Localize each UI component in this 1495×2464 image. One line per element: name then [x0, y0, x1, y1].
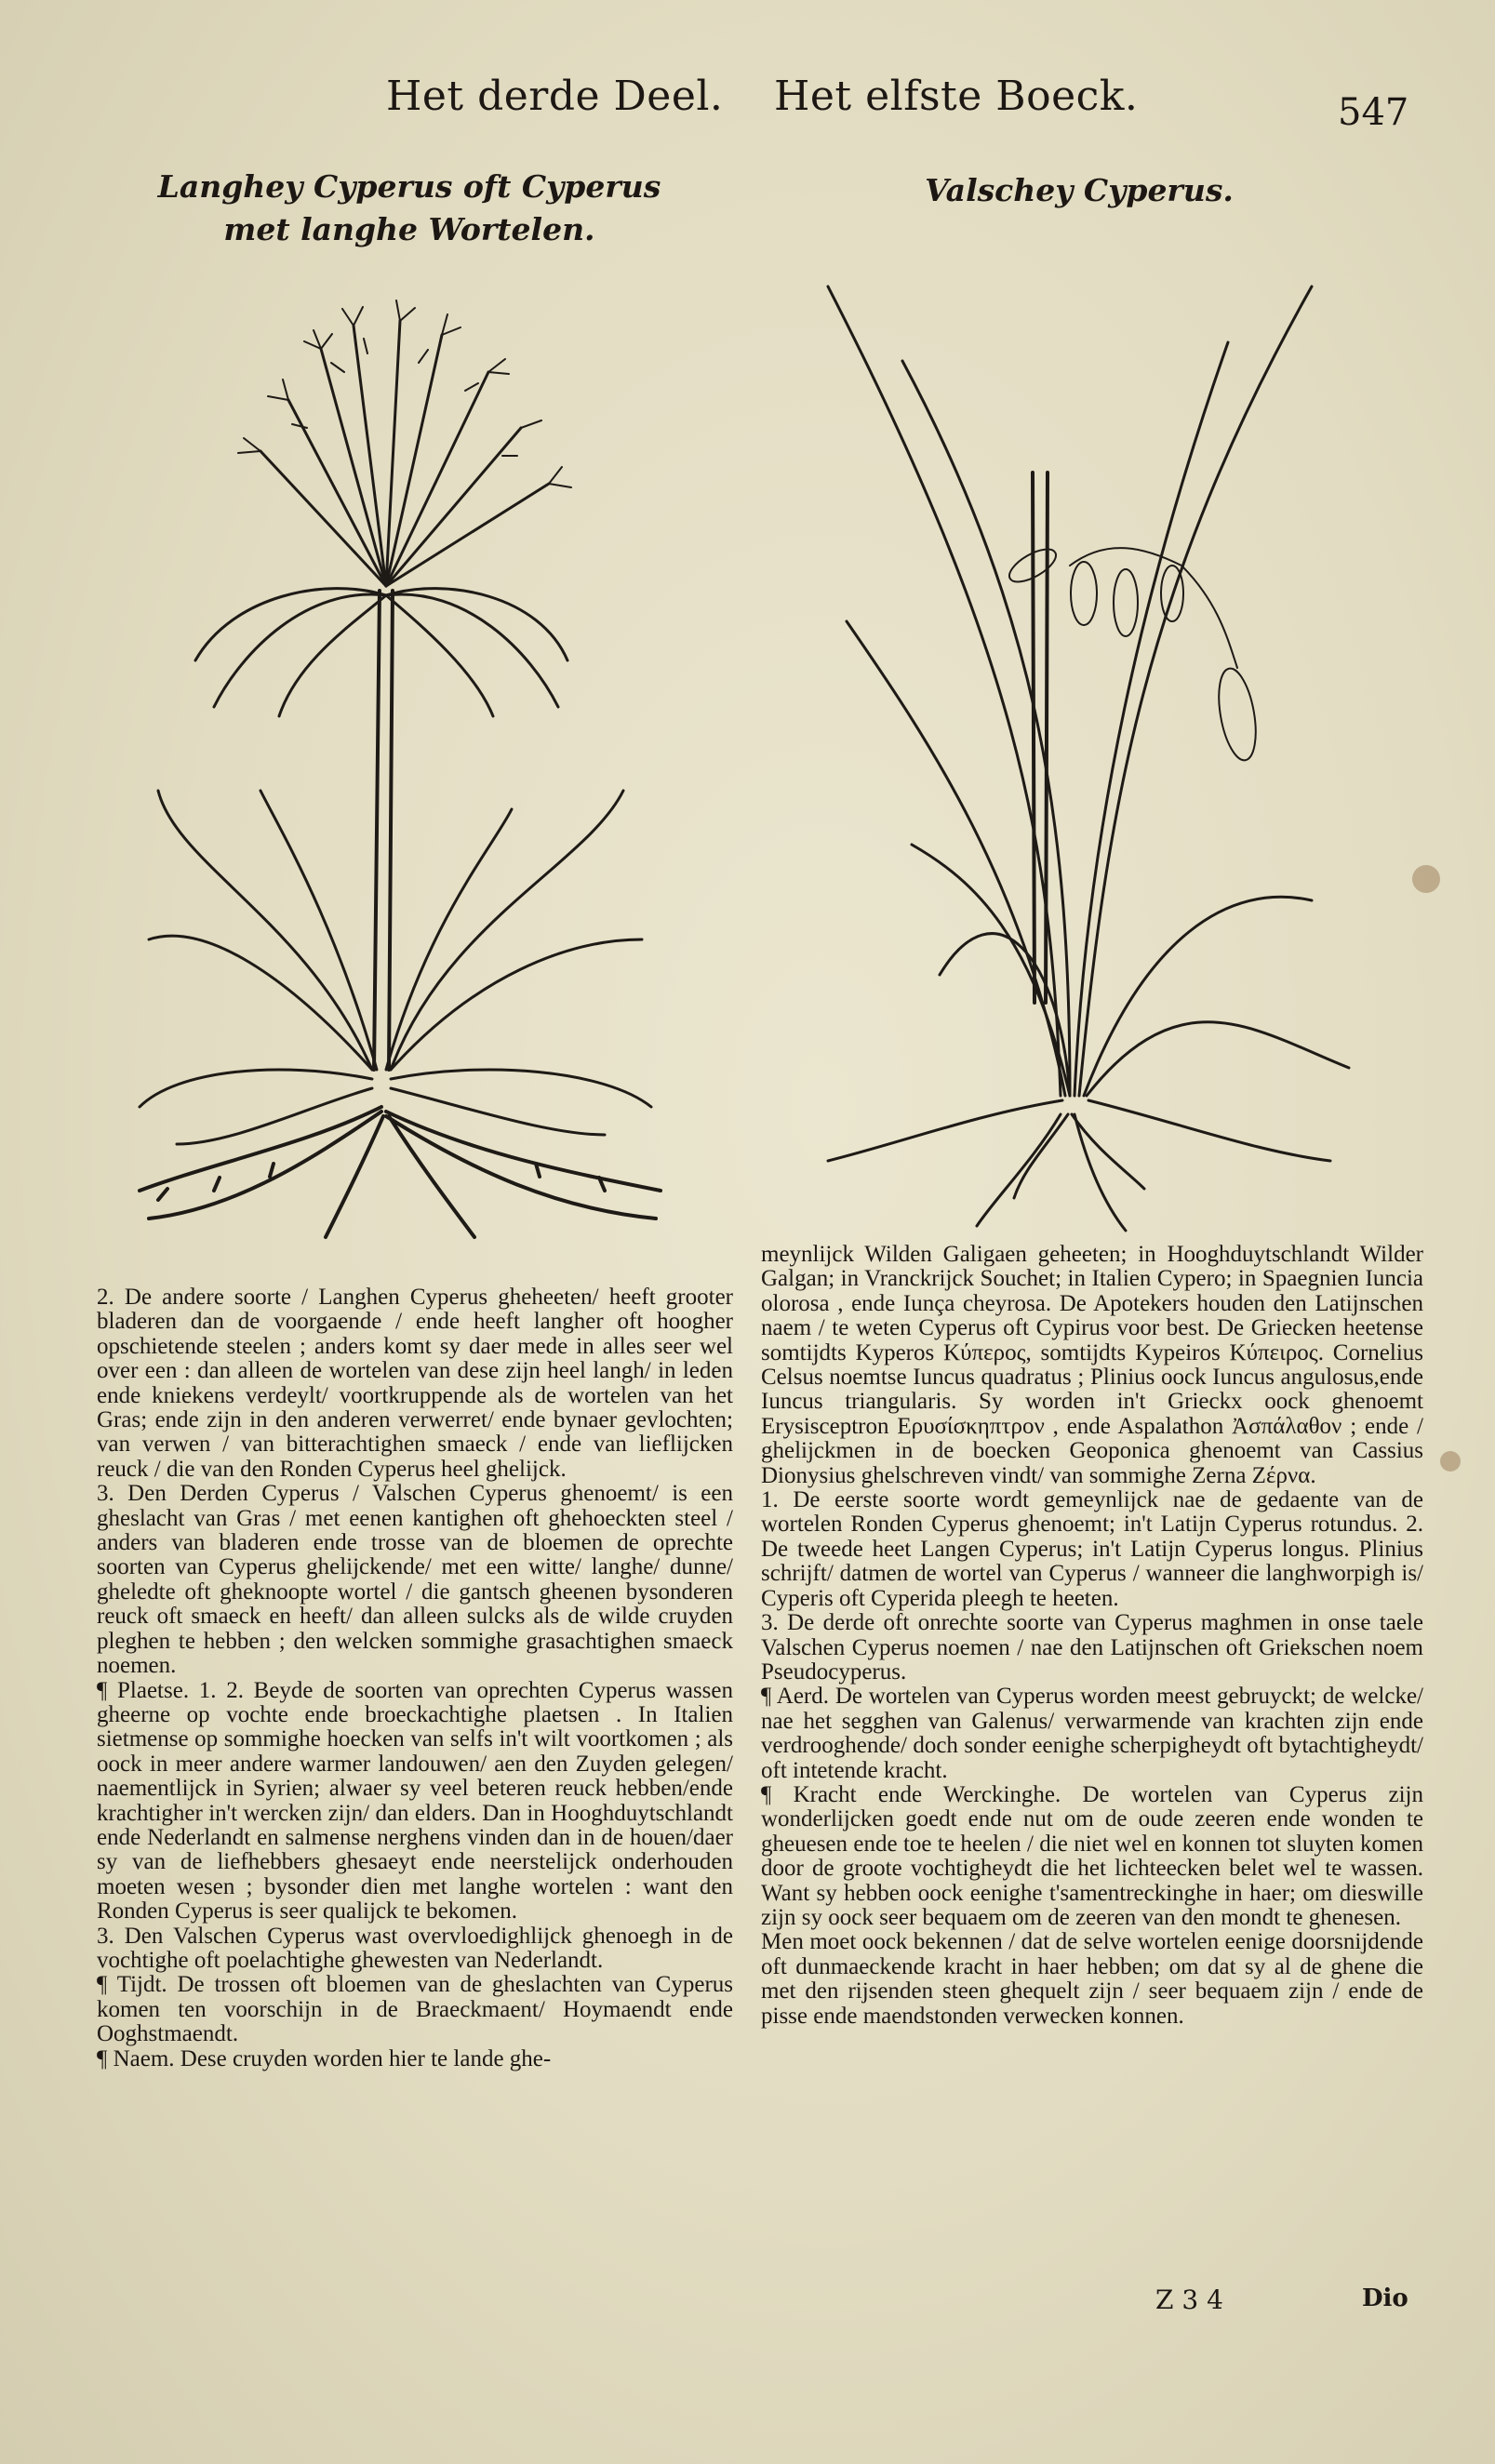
left-plate-title-line2: met langhe Wortelen. [223, 211, 595, 247]
left-plate-title [112, 166, 707, 251]
long-roots [140, 1107, 661, 1237]
left-text-column [97, 1285, 733, 2071]
catchword: Dio [1362, 2284, 1408, 2312]
top-bracts [195, 589, 567, 716]
paragraph: ¶ Aerd. De wortelen van Cyperus worden meest gebruyckt; de welcke/ nae het segghen van Galenus/ verwarmende van krachten zijn ende verdrooghende/ doch sonder eenighe scherpigheydt oft bytachtigheydt/ oft intetende kracht. [761, 1684, 1423, 1783]
page-number: 547 [1338, 91, 1409, 134]
right-plate-title: Valschey Cyperus. [925, 172, 1234, 208]
paragraph: Men moet oock bekennen / dat de selve wortelen eenige doorsnijdende oft dunmaeckende kracht in haer hebben; om dat sy al de ghene die met den rijsenden steen ghequelt zijn / seer bequaem zijn / ende de pisse ende maendstonden verwecken konnen. [761, 1929, 1423, 2029]
flower-umbel [238, 300, 571, 586]
paragraph: ¶ Tijdt. De trossen oft bloemen van de gheslachten van Cyperus komen ten voorschijn in de Braeckmaent/ Hoymaendt ende Ooghstmaendt. [97, 1972, 733, 2047]
paragraph: 3. De derde oft onrechte soorte van Cyperus maghmen in onse taele Valschen Cyperus noemen / nae den Latijnschen oft Griekschen noem Pseudocyperus. [761, 1610, 1423, 1685]
paragraph: 3. Den Derden Cyperus / Valschen Cyperus ghenoemt/ is een gheslacht van Gras / met eenen kantighen oft ghehoeckten steel / anders van bladeren ende trosse van de bloemen de oprechte soorten van Cyperus ghelijckende/ met een witte/ langhe/ dunne/ gheledte oft gheknoopte wortel / die gantsch gheenen bysonderen reuck oft smaeck en heeft/ dan alleen sulcks als de wilde cruyden pleghen te hebben ; den welcken sommighe grasachtighen smaeck noemen. [97, 1481, 733, 1679]
right-text-column [761, 1243, 1423, 2029]
paragraph: 1. De eerste soorte wordt gemeynlijck nae de gedaente van de wortelen Ronden Cyperus ghenoemt; in't Latijn Cyperus rotundus. 2. De tweede heet Langen Cyperus; in't Latijn Cyperus longus. Plinius schrijft/ datmen de wortel van Cyperus / wanneer die langhworpigh is/ Cyperis oft Cyperida pleegh te heeten. [761, 1487, 1423, 1611]
long-leaves [828, 286, 1349, 1161]
paragraph: ¶ Kracht ende Werckinghe. De wortelen van Cyperus zijn wonderlijcken goedt ende nut om de oude zeeren ende wonden te gheuesen ende toe te heelen / die niet wel en konnen tot sluyten komen door de groote vochtigheydt die het lichteecken belet wel te wassen. Want sy hebben oock eenighe t'samentreckinghe in haer; om dieswille zijn sy oock seer bequaem om de zeeren van den mondt te ghenesen. [761, 1781, 1423, 1930]
paper-stain [1412, 865, 1440, 893]
signature-mark: Z 3 4 [1155, 2284, 1223, 2315]
basal-roots [977, 1114, 1144, 1231]
paragraph: ¶ Plaetse. 1. 2. Beyde de soorten van oprechten Cyperus wassen gheerne op vochte ende broeckachtighe plaetsen . In Italien sietmense op sommighe hoecken van selfs in't wilt voortkomen ; als oock in meer andere warmer landouwen/ aen den Zuyden gelegen/ naementlijck in Syrien; alwaer sy veel beteren reuck hebben/ende krachtigher in't wercken zijn/ dan elders. Dan in Hooghduytschlandt ende Nederlandt en salmense nerghens vinden dan in de houen/daer sy van de liefhebbers ghesaeyt ende neerstelijck onderhouden moeten wesen ; bysonder dien met langhe wortelen : want den Ronden Cyperus is seer qualijck te bekomen. [97, 1677, 733, 1925]
paragraph: ¶ Naem. Dese cruyden worden hier te lande ghe- [97, 2045, 552, 2071]
false-cyperus-woodcut [791, 231, 1368, 1235]
running-head-left: Het derde Deel. [386, 73, 724, 120]
basal-leaves [140, 791, 651, 1144]
paragraph: meynlijck Wilden Galigaen geheeten; in Hooghduytschlandt Wilder Galgan; in Vranckrijck Souchet; in Italien Cypero; in Spaegnien Iuncia olorosa , ende Iunça cheyrosa. De Apotekers houden den Latijnschen naem / te weten Cyperus oft Cypirus voor best. De Griecken heetense somtijdts Kyperos Κύπερος, somtijdts Kypeiros Κύπειρος. Cornelius Celsus noemtse Iuncus quadratus ; Plinius oock Iuncus angulosus,ende Iuncus triangularis. Sy worden in't Grieckx oock ghenoemt Erysisceptron Ερυσίσκηπτρον , ende Aspalathon Ἀσπάλαθον ; ende / ghelijckmen in de boecken Geoponica ghenoemt van Cassius Dionysius ghelschreven vindt/ van sommighe Zerna Ζέρνα. [761, 1242, 1423, 1488]
paragraph: 2. De andere soorte / Langhen Cyperus gheheeten/ heeft grooter bladeren dan de voorgaende / ende heeft langher oft hoogher opschietende steelen ; anders komt sy daer mede in alles seer wel over een : dan alleen de wortelen van dese zijn heel langh/ in leden ende kniekens verdeylt/ voortkruppende als de wortelen van het Gras; ende zijn in den anderen verwerret/ ende bynaer gevlochten; van verwen / van bitterachtighen smaeck / ende van lieflijcken reuck / die van den Ronden Cyperus heel ghelijck. [97, 1285, 733, 1482]
stem [374, 591, 393, 1070]
paper-stain [1440, 1451, 1461, 1472]
left-plate-title-line1: Langhey Cyperus oft Cyperus [157, 168, 661, 205]
running-head-right: Het elfste Boeck. [774, 73, 1139, 120]
paragraph: 3. Den Valschen Cyperus wast overvloedighlijck ghenoegh in de vochtighe oft poelachtighe ghewesten van Nederlandt. [97, 1923, 733, 1973]
cyperus-longus-woodcut [121, 270, 679, 1256]
